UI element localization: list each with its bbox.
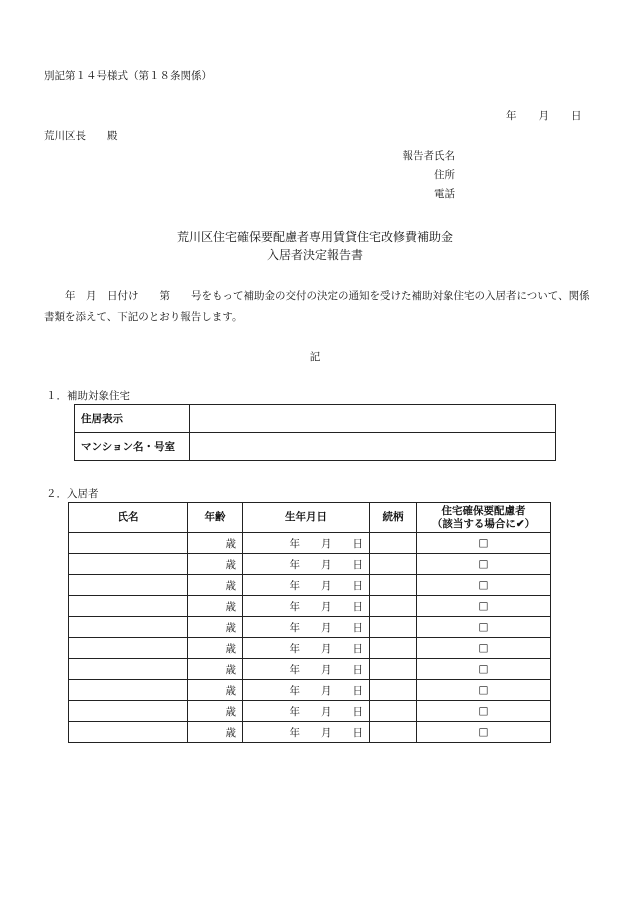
resident-age-cell[interactable]: 歳 bbox=[188, 617, 243, 638]
reporter-address-label: 住所 bbox=[434, 169, 455, 181]
priority-checkbox[interactable]: □ bbox=[478, 705, 489, 717]
address-label: 住居表示 bbox=[75, 405, 190, 433]
resident-priority-cell bbox=[417, 617, 551, 638]
resident-name-cell[interactable] bbox=[69, 680, 188, 701]
resident-priority-cell bbox=[417, 701, 551, 722]
resident-name-cell[interactable] bbox=[69, 596, 188, 617]
table-row bbox=[69, 701, 551, 722]
resident-age-cell[interactable]: 歳 bbox=[188, 596, 243, 617]
residents-table bbox=[68, 502, 551, 743]
table-row bbox=[69, 596, 551, 617]
resident-priority-cell bbox=[417, 680, 551, 701]
col-relation: 続柄 bbox=[370, 503, 417, 533]
resident-birth-cell[interactable]: 年 月 日 bbox=[243, 554, 370, 575]
col-priority-line1: 住宅確保要配慮者 bbox=[441, 504, 526, 517]
priority-checkbox[interactable]: □ bbox=[478, 621, 489, 633]
priority-checkbox[interactable]: □ bbox=[478, 684, 489, 696]
resident-relation-cell[interactable] bbox=[370, 554, 417, 575]
priority-checkbox[interactable]: □ bbox=[478, 558, 489, 570]
resident-name-cell[interactable] bbox=[69, 722, 188, 743]
resident-birth-cell[interactable]: 年 月 日 bbox=[243, 617, 370, 638]
section1-heading: １．補助対象住宅 bbox=[46, 390, 130, 402]
date-month: 月 bbox=[538, 110, 549, 122]
resident-age-cell[interactable]: 歳 bbox=[188, 575, 243, 596]
resident-age-cell[interactable]: 歳 bbox=[188, 638, 243, 659]
document-title: 荒川区住宅確保要配慮者専用賃貸住宅改修費補助金 bbox=[176, 230, 453, 244]
priority-checkbox[interactable]: □ bbox=[478, 726, 489, 738]
priority-checkbox[interactable]: □ bbox=[478, 663, 489, 675]
resident-name-cell[interactable] bbox=[69, 533, 188, 554]
resident-birth-cell[interactable]: 年 月 日 bbox=[243, 680, 370, 701]
resident-birth-cell[interactable]: 年 月 日 bbox=[243, 722, 370, 743]
col-priority bbox=[417, 503, 551, 533]
table-row bbox=[69, 638, 551, 659]
resident-name-cell[interactable] bbox=[69, 575, 188, 596]
resident-name-cell[interactable] bbox=[69, 554, 188, 575]
date-year: 年 bbox=[506, 110, 517, 122]
resident-name-cell[interactable] bbox=[69, 659, 188, 680]
priority-checkbox[interactable]: □ bbox=[478, 600, 489, 612]
resident-relation-cell[interactable] bbox=[370, 680, 417, 701]
resident-birth-cell[interactable]: 年 月 日 bbox=[243, 596, 370, 617]
col-priority-line2: （該当する場合に✔） bbox=[431, 517, 536, 530]
resident-age-cell[interactable]: 歳 bbox=[188, 680, 243, 701]
table-row bbox=[69, 575, 551, 596]
resident-relation-cell[interactable] bbox=[370, 659, 417, 680]
reporter-name-label: 報告者氏名 bbox=[402, 150, 455, 162]
section2-heading: ２．入居者 bbox=[46, 488, 99, 500]
form-number: 別記第１４号様式（第１８条関係） bbox=[44, 70, 212, 82]
address-value[interactable] bbox=[190, 405, 556, 433]
table-row bbox=[69, 617, 551, 638]
resident-age-cell[interactable]: 歳 bbox=[188, 659, 243, 680]
table-row bbox=[75, 433, 556, 461]
table-row bbox=[69, 554, 551, 575]
resident-priority-cell bbox=[417, 533, 551, 554]
addressee: 荒川区長 殿 bbox=[44, 130, 118, 142]
col-name: 氏名 bbox=[69, 503, 188, 533]
col-birth: 生年月日 bbox=[243, 503, 370, 533]
resident-name-cell[interactable] bbox=[69, 638, 188, 659]
table-row bbox=[69, 680, 551, 701]
resident-age-cell[interactable]: 歳 bbox=[188, 533, 243, 554]
reporter-phone-label: 電話 bbox=[434, 188, 455, 200]
resident-age-cell[interactable]: 歳 bbox=[188, 722, 243, 743]
resident-birth-cell[interactable]: 年 月 日 bbox=[243, 533, 370, 554]
resident-relation-cell[interactable] bbox=[370, 575, 417, 596]
resident-age-cell[interactable]: 歳 bbox=[188, 701, 243, 722]
resident-priority-cell bbox=[417, 638, 551, 659]
date-day: 日 bbox=[571, 110, 582, 122]
table-row bbox=[75, 405, 556, 433]
resident-relation-cell[interactable] bbox=[370, 701, 417, 722]
resident-relation-cell[interactable] bbox=[370, 638, 417, 659]
table-row bbox=[69, 533, 551, 554]
resident-name-cell[interactable] bbox=[69, 617, 188, 638]
report-date bbox=[506, 108, 582, 123]
resident-name-cell[interactable] bbox=[69, 701, 188, 722]
priority-checkbox[interactable]: □ bbox=[478, 642, 489, 654]
resident-priority-cell bbox=[417, 659, 551, 680]
resident-priority-cell bbox=[417, 722, 551, 743]
resident-birth-cell[interactable]: 年 月 日 bbox=[243, 659, 370, 680]
resident-priority-cell bbox=[417, 596, 551, 617]
resident-priority-cell bbox=[417, 554, 551, 575]
resident-relation-cell[interactable] bbox=[370, 533, 417, 554]
mansion-value[interactable] bbox=[190, 433, 556, 461]
resident-birth-cell[interactable]: 年 月 日 bbox=[243, 575, 370, 596]
mansion-label: マンション名・号室 bbox=[75, 433, 190, 461]
col-age: 年齢 bbox=[188, 503, 243, 533]
resident-priority-cell bbox=[417, 575, 551, 596]
priority-checkbox[interactable]: □ bbox=[478, 537, 489, 549]
resident-relation-cell[interactable] bbox=[370, 617, 417, 638]
resident-birth-cell[interactable]: 年 月 日 bbox=[243, 638, 370, 659]
ki-label: 記 bbox=[309, 351, 321, 363]
resident-relation-cell[interactable] bbox=[370, 596, 417, 617]
body-paragraph: 年 月 日付け 第 号をもって補助金の交付の決定の通知を受けた補助対象住宅の入居者について、関係書類を添えて、下記のとおり報告します。 bbox=[44, 290, 590, 323]
document-subtitle: 入居者決定報告書 bbox=[266, 248, 363, 262]
priority-checkbox[interactable]: □ bbox=[478, 579, 489, 591]
resident-age-cell[interactable]: 歳 bbox=[188, 554, 243, 575]
resident-birth-cell[interactable]: 年 月 日 bbox=[243, 701, 370, 722]
housing-table bbox=[74, 404, 556, 461]
table-row bbox=[69, 659, 551, 680]
table-header-row bbox=[69, 503, 551, 533]
table-row bbox=[69, 722, 551, 743]
resident-relation-cell[interactable] bbox=[370, 722, 417, 743]
